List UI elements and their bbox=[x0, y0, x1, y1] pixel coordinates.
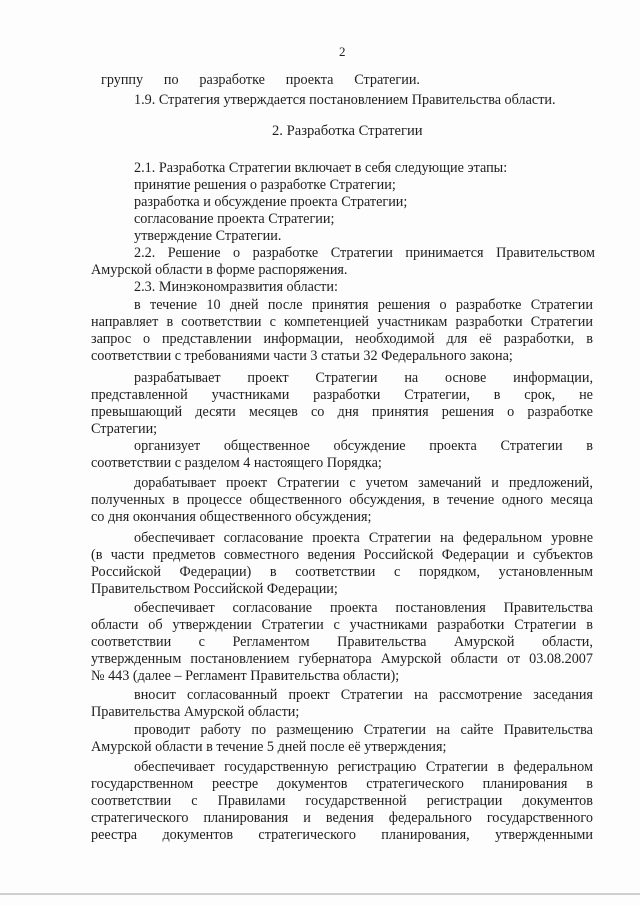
word: для bbox=[446, 331, 468, 347]
word: обеспечивает bbox=[134, 759, 215, 775]
word: Стратегии bbox=[261, 617, 324, 633]
text-line: соответствии с требованиями части 3 статьи 32 Федерального закона; bbox=[91, 348, 513, 364]
text-line: № 443 (далее – Регламент Правительства области); bbox=[91, 668, 400, 684]
word: участникам bbox=[377, 314, 448, 330]
word: проводит bbox=[134, 722, 191, 738]
word: Стратегии bbox=[315, 370, 378, 386]
word: на bbox=[404, 370, 419, 386]
word: Стратегии, bbox=[404, 387, 470, 403]
word: губернатора bbox=[298, 651, 372, 667]
text-line bbox=[91, 617, 593, 634]
word: обеспечивает bbox=[134, 600, 215, 616]
text-line: Амурской области в форме распоряжения. bbox=[91, 262, 348, 278]
word: постановлением bbox=[190, 651, 290, 667]
word: со bbox=[310, 404, 325, 420]
word: Федерации bbox=[441, 547, 509, 563]
word: одного bbox=[501, 492, 543, 508]
text-line bbox=[91, 492, 593, 509]
word: стратегического bbox=[366, 776, 464, 792]
word: Стратегии bbox=[500, 438, 563, 454]
word: документов bbox=[162, 827, 234, 843]
word: в bbox=[586, 331, 593, 347]
word: принимается bbox=[405, 245, 484, 261]
word: реестра bbox=[91, 827, 138, 843]
word: в bbox=[586, 776, 593, 792]
word: в bbox=[493, 387, 501, 403]
word: общественного bbox=[249, 492, 342, 508]
word: Правительства bbox=[337, 634, 427, 650]
word: утвержденными bbox=[495, 827, 593, 843]
word: информации, bbox=[513, 370, 593, 386]
word: разработки bbox=[437, 617, 505, 633]
word: дорабатывает bbox=[134, 475, 216, 491]
word: 03.08.2007 bbox=[529, 651, 593, 667]
word: процессе bbox=[186, 492, 242, 508]
word: необходимой bbox=[355, 331, 435, 347]
text-line bbox=[91, 634, 593, 651]
word: решения bbox=[377, 297, 431, 313]
word: стратегического bbox=[91, 810, 189, 826]
word: участниками bbox=[349, 617, 428, 633]
word: в bbox=[269, 564, 277, 580]
word: соответствии bbox=[181, 314, 262, 330]
word: дня bbox=[337, 404, 359, 420]
word: её bbox=[479, 331, 492, 347]
word: государственной bbox=[305, 793, 407, 809]
word: Стратегии bbox=[425, 759, 489, 775]
section-heading: 2. Разработка Стратегии bbox=[272, 123, 423, 139]
word: Стратегии bbox=[530, 297, 593, 313]
word: срок, bbox=[524, 387, 556, 403]
text-line bbox=[91, 387, 593, 404]
word: согласование bbox=[223, 530, 304, 546]
word: Регламентом bbox=[232, 634, 310, 650]
word: в bbox=[497, 759, 505, 775]
word: Стратегии bbox=[277, 475, 340, 491]
word: разработке bbox=[199, 72, 265, 88]
word: субъектов bbox=[532, 547, 593, 563]
word: Стратегии bbox=[330, 245, 393, 261]
word: организует bbox=[134, 438, 201, 454]
word: принятия bbox=[311, 297, 369, 313]
word: Стратегии bbox=[514, 617, 577, 633]
word: представлении bbox=[161, 331, 252, 347]
word: с bbox=[349, 475, 356, 491]
text-line: Стратегии; bbox=[91, 421, 158, 437]
word: и bbox=[303, 810, 311, 826]
word: Амурской bbox=[453, 634, 515, 650]
word: об bbox=[148, 617, 163, 633]
word: работу bbox=[200, 722, 242, 738]
word: постановления bbox=[395, 600, 486, 616]
text-line: 2.3. Минэкономразвития области: bbox=[134, 279, 338, 295]
word: вносит bbox=[134, 687, 176, 703]
word: и bbox=[491, 475, 499, 491]
word: регистрации bbox=[426, 793, 503, 809]
word: ведения bbox=[325, 810, 374, 826]
scan-edge bbox=[0, 893, 640, 895]
word: разработке bbox=[252, 245, 319, 261]
word: государственном bbox=[91, 776, 194, 792]
word: Стратегии bbox=[530, 314, 593, 330]
word: государственного bbox=[486, 810, 593, 826]
word: от bbox=[506, 651, 521, 667]
word: Российской bbox=[363, 547, 434, 563]
word: предложений, bbox=[508, 475, 593, 491]
word: информации, bbox=[263, 331, 344, 347]
word: представленной bbox=[91, 387, 188, 403]
word: на bbox=[439, 530, 454, 546]
word: с bbox=[333, 617, 340, 633]
word: о bbox=[507, 404, 515, 420]
word: обсуждения, bbox=[349, 492, 426, 508]
text-line bbox=[91, 810, 593, 827]
word: на bbox=[414, 687, 428, 703]
word: Правилами bbox=[217, 793, 286, 809]
word: компетенцией bbox=[284, 314, 370, 330]
word: дней bbox=[229, 297, 259, 313]
text-line: разработка и обсуждение проекта Стратегии; bbox=[134, 194, 408, 210]
text-line bbox=[134, 759, 593, 776]
word: федеральном bbox=[462, 530, 543, 546]
word: и bbox=[517, 547, 525, 563]
word: обеспечивает bbox=[134, 530, 215, 546]
text-line: 1.9. Стратегия утверждается постановлением Правительства области. bbox=[134, 92, 556, 108]
word: установленным bbox=[498, 564, 593, 580]
word: Правительства bbox=[503, 722, 593, 738]
word: федеральном bbox=[513, 759, 593, 775]
word: в bbox=[172, 492, 180, 508]
word: утверждении bbox=[172, 617, 252, 633]
text-line bbox=[91, 564, 593, 581]
text-line bbox=[91, 793, 593, 810]
text-line bbox=[134, 687, 593, 704]
word: в bbox=[586, 438, 593, 454]
word: по bbox=[251, 722, 267, 738]
word: Российской bbox=[91, 564, 161, 580]
text-line bbox=[91, 331, 593, 348]
word: о bbox=[233, 245, 241, 261]
word: с bbox=[269, 314, 276, 330]
word: 2.2. bbox=[134, 245, 156, 261]
word: о bbox=[439, 297, 447, 313]
word: рассмотрение bbox=[439, 687, 523, 703]
word: проект bbox=[225, 475, 268, 491]
word: принятия bbox=[371, 404, 429, 420]
word: о bbox=[143, 331, 151, 347]
word: течение bbox=[150, 297, 198, 313]
word: основе bbox=[445, 370, 487, 386]
word: в bbox=[134, 297, 141, 313]
word: разработки bbox=[455, 314, 523, 330]
word: размещению bbox=[276, 722, 354, 738]
word: регистрацию bbox=[337, 759, 417, 775]
word: проекта bbox=[329, 600, 378, 616]
text-line: Амурской области в течение 5 дней после её утверждения; bbox=[91, 739, 447, 755]
word: утвержденным bbox=[91, 651, 182, 667]
word: области, bbox=[541, 634, 593, 650]
word: документов bbox=[276, 776, 348, 792]
word: группу bbox=[101, 72, 144, 88]
word: стратегического bbox=[258, 827, 356, 843]
word: разработке bbox=[527, 404, 593, 420]
word: порядком, bbox=[418, 564, 481, 580]
word: 10 bbox=[206, 297, 221, 313]
word: планирования bbox=[203, 810, 289, 826]
word: Стратегии bbox=[340, 687, 403, 703]
text-line bbox=[91, 776, 593, 793]
word: в bbox=[166, 314, 174, 330]
word: документов bbox=[522, 793, 593, 809]
text-line: со дня окончания общественного обсуждения; bbox=[91, 509, 372, 525]
word: направляет bbox=[91, 314, 159, 330]
text-line bbox=[134, 245, 595, 262]
text-line bbox=[91, 827, 593, 844]
word: с bbox=[198, 634, 205, 650]
word: общественное bbox=[223, 438, 310, 454]
word: планирования, bbox=[381, 827, 470, 843]
word: течение bbox=[447, 492, 495, 508]
word: соответствии bbox=[91, 793, 172, 809]
text-line: 2.1. Разработка Стратегии включает в себя следующие этапы: bbox=[134, 160, 508, 176]
text-line: согласование проекта Стратегии; bbox=[134, 211, 335, 227]
word: Правительством bbox=[496, 245, 595, 261]
word: запрос bbox=[91, 331, 132, 347]
word: соответствии bbox=[295, 564, 376, 580]
word: области bbox=[91, 617, 139, 633]
text-line bbox=[91, 547, 593, 564]
text-line bbox=[134, 297, 593, 314]
word: совместного bbox=[223, 547, 300, 563]
word: превышающий bbox=[91, 404, 183, 420]
word: после bbox=[267, 297, 303, 313]
text-line: Правительством Российской Федерации; bbox=[91, 581, 338, 597]
word: участниками bbox=[211, 387, 290, 403]
word: разработке bbox=[455, 297, 522, 313]
text-line bbox=[91, 651, 593, 668]
text-line bbox=[91, 404, 593, 421]
text-line bbox=[134, 722, 593, 739]
word: по bbox=[163, 72, 179, 88]
word: проект bbox=[288, 687, 330, 703]
word: государственную bbox=[224, 759, 329, 775]
word: в bbox=[432, 492, 440, 508]
word: предметов bbox=[152, 547, 216, 563]
word: полученных bbox=[91, 492, 165, 508]
word: проекта bbox=[429, 438, 477, 454]
word: согласование bbox=[232, 600, 313, 616]
word: обсуждение bbox=[333, 438, 406, 454]
word: учетом bbox=[365, 475, 409, 491]
word: Стратегии. bbox=[354, 72, 420, 88]
word: Стратегии bbox=[363, 722, 426, 738]
word: на bbox=[436, 722, 451, 738]
word: уровне bbox=[551, 530, 593, 546]
word: согласованный bbox=[186, 687, 278, 703]
text-line bbox=[134, 475, 593, 492]
word: с bbox=[191, 793, 198, 809]
word: десяти bbox=[195, 404, 236, 420]
word: месяца bbox=[550, 492, 593, 508]
word: проекта bbox=[312, 530, 360, 546]
word: проекта bbox=[285, 72, 334, 88]
word: заседания bbox=[533, 687, 593, 703]
word: (в bbox=[91, 547, 103, 563]
word: решения bbox=[441, 404, 495, 420]
text-line: принятие решения о разработке Стратегии; bbox=[134, 177, 396, 193]
text-line: соответствии с разделом 4 настоящего Порядка; bbox=[91, 455, 382, 471]
text-line bbox=[134, 370, 593, 387]
text-line: Правительства Амурской области; bbox=[91, 704, 300, 720]
word: с bbox=[394, 564, 401, 580]
text-line bbox=[101, 72, 420, 89]
word: разрабатывает bbox=[134, 370, 221, 386]
text-line: утверждение Стратегии. bbox=[134, 228, 282, 244]
text-line bbox=[134, 438, 593, 455]
word: реестре bbox=[212, 776, 259, 792]
word: сайте bbox=[460, 722, 494, 738]
word: соответствии bbox=[91, 634, 172, 650]
word: Решение bbox=[167, 245, 221, 261]
page-number: 2 bbox=[339, 44, 346, 59]
word: ведения bbox=[307, 547, 356, 563]
word: федерального bbox=[388, 810, 472, 826]
word: области bbox=[450, 651, 498, 667]
word: планирования bbox=[482, 776, 568, 792]
word: разработки, bbox=[503, 331, 575, 347]
word: проект bbox=[247, 370, 289, 386]
word: месяцев bbox=[248, 404, 298, 420]
word: Амурской bbox=[380, 651, 442, 667]
word: Стратегии bbox=[368, 530, 431, 546]
word: Федерации) bbox=[179, 564, 252, 580]
word: Правительства bbox=[503, 600, 593, 616]
word: не bbox=[579, 387, 593, 403]
word: в bbox=[586, 617, 593, 633]
text-line bbox=[91, 314, 593, 331]
word: разработки bbox=[313, 387, 381, 403]
word: замечаний bbox=[418, 475, 482, 491]
text-line bbox=[134, 600, 593, 617]
text-line bbox=[134, 530, 593, 547]
word: части bbox=[110, 547, 145, 563]
